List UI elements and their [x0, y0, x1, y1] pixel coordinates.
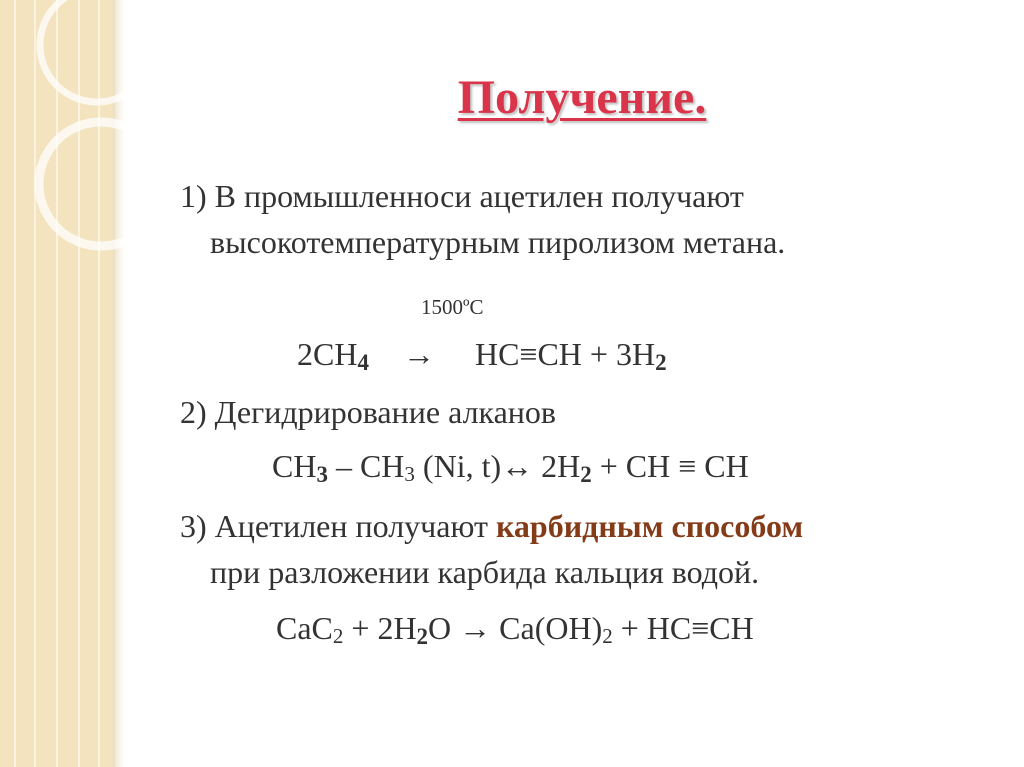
item1-line1: 1) В промышленноси ацетилен получают	[180, 178, 744, 214]
decorative-circles	[0, 0, 200, 260]
equation-calcium-carbide: СаС2 + 2Н2О → Са(ОН)2 + НС≡СН	[276, 610, 754, 649]
equation-methane-pyrolysis: 2СН4 → НС≡СН + 3Н2	[297, 336, 667, 375]
highlight-carbide-method: карбидным способом	[495, 508, 804, 544]
item2-line1: 2) Дегидрирование алканов	[180, 394, 557, 430]
reaction-condition: 1500ºС	[421, 295, 484, 319]
slide-title: Получение.	[457, 71, 707, 124]
item3-line1: 3) Ацетилен получают карбидным способом	[180, 508, 804, 544]
item1-line2: высокотемпературным пиролизом метана.	[210, 224, 786, 260]
equation-dehydrogenation: СН3 – СН3 (Ni, t)↔ 2Н2 + СН ≡ СН	[272, 448, 749, 487]
item3-line2: при разложении карбида кальция водой.	[210, 554, 760, 590]
